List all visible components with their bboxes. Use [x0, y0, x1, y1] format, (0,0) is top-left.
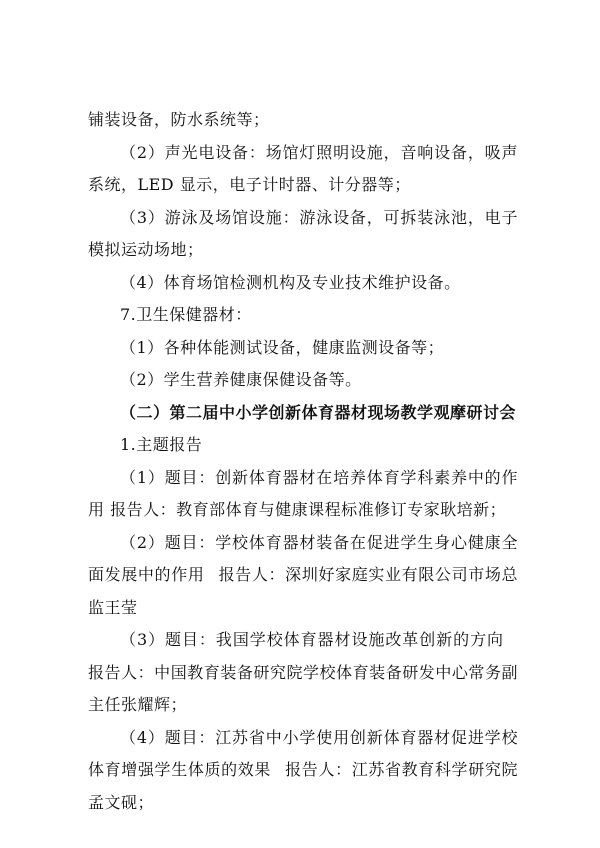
report-title: （3）题目：我国学校体育器材设施改革创新的方向 [120, 630, 504, 649]
report-speaker: 报告人：江苏省教育科学研究院孟文砚； [88, 760, 518, 812]
report-title: （2）题目：学校体育器材装备在促进学生身心健康全面发展中的作用 [88, 532, 518, 584]
paragraph: （3）游泳及场馆设施：游泳设备，可拆装泳池，电子模拟运动场地； [88, 207, 518, 259]
paragraph: （1）各种体能测试设备，健康监测设备等； [120, 337, 445, 357]
paragraph: （2）学生营养健康保健设备等。 [120, 370, 362, 389]
paragraph [88, 624, 518, 722]
paragraph: （4）体育场馆检测机构及专业技术维护设备。 [120, 272, 461, 292]
report-speaker: 报告人：中国教育装备研究院学校体育装备研发中心常务副主任张耀辉； [88, 662, 518, 714]
paragraph: 铺装设备，防水系统等； [88, 110, 270, 129]
paragraph [88, 722, 518, 820]
document-body [88, 104, 518, 819]
paragraph [88, 527, 518, 625]
paragraph: （1）题目：创新体育器材在培养体育学科素养中的作用 报告人：教育部体育与健康课程标准修订专家耿培新； [88, 467, 518, 519]
paragraph: 7.卫生保健器材： [120, 305, 252, 324]
report-speaker: 报告人：深圳好家庭实业有限公司市场总监王莹 [88, 565, 518, 617]
section-heading: （二）第二届中小学创新体育器材现场教学观摩研讨会 [120, 402, 517, 422]
report-title: （4）题目：江苏省中小学使用创新体育器材促进学校体育增强学生体质的效果 [88, 727, 518, 779]
paragraph: （2）声光电设备：场馆灯照明设施，音响设备，吸声系统，LED 显示，电子计时器、计分器等； [88, 142, 518, 194]
paragraph: 1.主题报告 [120, 435, 203, 454]
